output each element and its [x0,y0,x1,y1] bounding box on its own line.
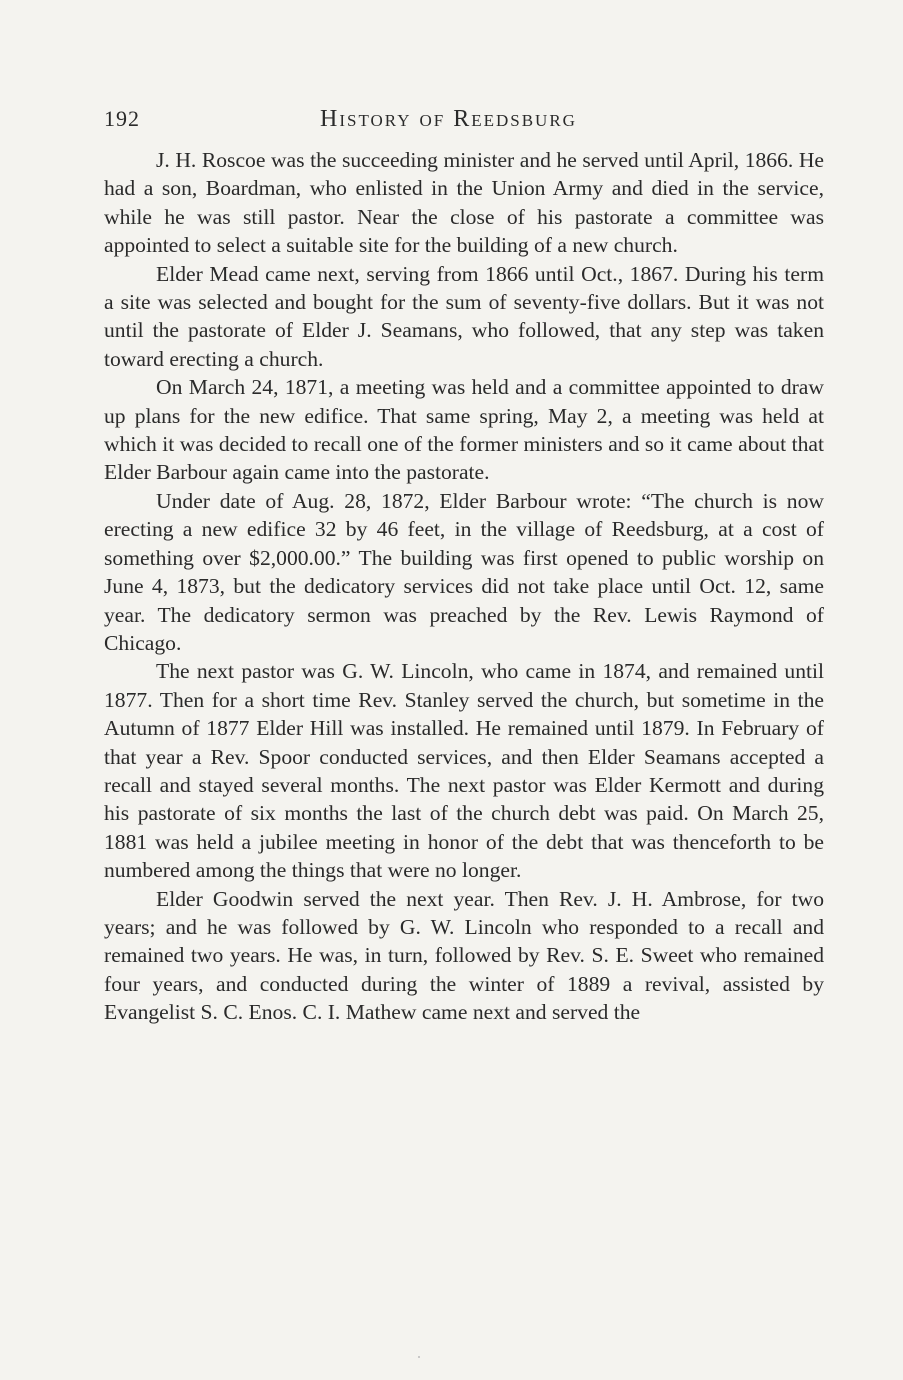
paragraph-meeting-1871: On March 24, 1871, a meeting was held and a committee appointed to draw up plans for the new edifice. That same spring, May 2, a meeting was held at which it was decided to recall one of the former ministers and so it came about that Elder Barbour again came into the pastorate. [104,375,824,485]
body-text [104,146,824,1027]
paragraph-roscoe: J. H. Roscoe was the succeeding minister and he served until April, 1866. He had a son, Boardman, who enlisted in the Union Army and died in the service, while he was still pastor. Near the close of his pastorate a committee was appointed to select a suitable site for the building of a new church. [104,148,824,258]
paper-speck [418,1356,420,1358]
paragraph-mead: Elder Mead came next, serving from 1866 until Oct., 1867. During his term a site was selected and bought for the sum of seventy-five dollars. But it was not until the pastorate of Elder J. Seamans, who followed, that any step was taken toward erecting a church. [104,261,824,371]
paragraph-lincoln: The next pastor was G. W. Lincoln, who came in 1874, and remained until 1877. Then for a short time Rev. Stanley served the church, but sometime in the Autumn of 1877 Elder Hill was installed. He remained until 1879. In February of that year a Rev. Spoor conducted services, and then Elder Seamans accepted a recall and stayed several months. The next pastor was Elder Kermott and during his pastorate of six months the last of the church debt was paid. On March 25, 1881 was held a jubilee meeting in honor of the debt that was thenceforth to be numbered among the things that were no longer. [104,659,824,883]
page-number: 192 [104,106,140,131]
running-title: History of Reedsburg [320,106,577,132]
paragraph-goodwin: Elder Goodwin served the next year. Then Rev. J. H. Ambrose, for two years; and he was followed by G. W. Lincoln who responded to a recall and remained two years. He was, in turn, followed by Rev. S. E. Sweet who remained four years, and conducted during the winter of 1889 a revival, assisted by Evangelist S. C. Enos. C. I. Mathew came next and served the [104,886,824,1025]
paragraph-barbour: Under date of Aug. 28, 1872, Elder Barbour wrote: “The church is now erecting a new edifice 32 by 46 feet, in the village of Reedsburg, at a cost of something over $2,000.00.” The building was first opened to public worship on June 4, 1873, but the dedicatory services did not take place until Oct. 12, same year. The dedicatory sermon was preached by the Rev. Lewis Raymond of Chicago. [104,488,824,655]
running-head [104,106,826,140]
